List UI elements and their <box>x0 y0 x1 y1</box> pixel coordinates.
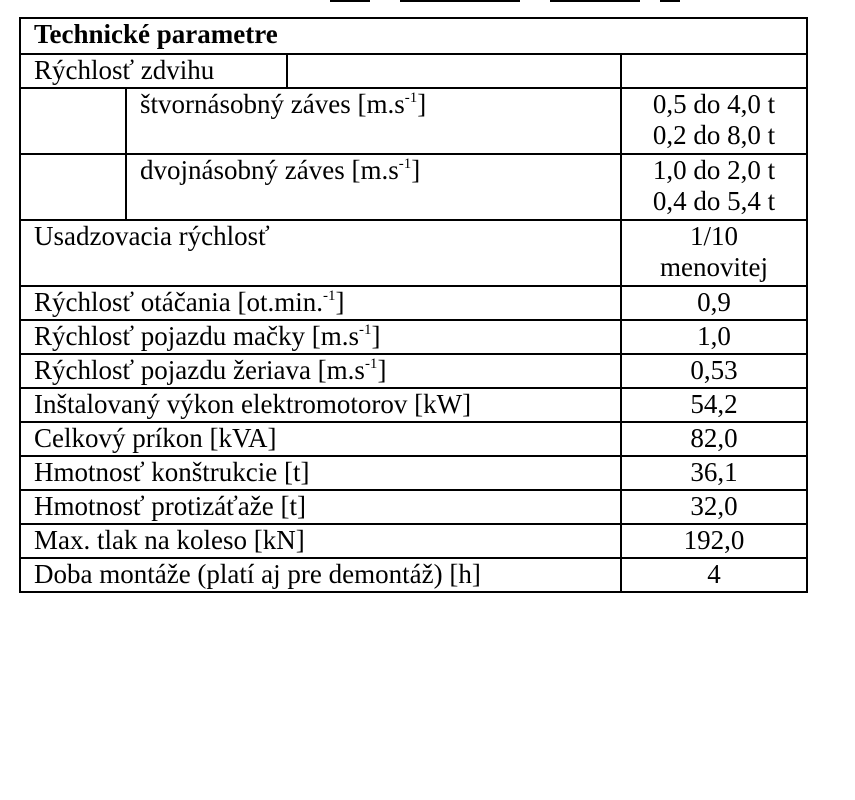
four-fall-reeving-label: štvornásobný záves $[m.s^{-1}]$ <box>126 88 621 154</box>
row-label: Hmotnosť konštrukcie [t] <box>20 456 621 490</box>
table-row-two-fall-reeving <box>20 154 807 220</box>
table-row-landing-speed <box>20 220 807 286</box>
row-label: Rýchlosť pojazdu mačky $[m.s^{-1}]$ <box>20 320 621 354</box>
row-label: Doba montáže (platí aj pre demontáž) [h] <box>20 558 621 592</box>
row-value: 54,2 <box>621 388 807 422</box>
empty-cell <box>287 54 621 88</box>
table-row <box>20 354 807 388</box>
two-fall-reeving-label: dvojnásobný záves $[m.s^{-1}]$ <box>126 154 621 220</box>
row-label: Max. tlak na koleso [kN] <box>20 524 621 558</box>
row-value: 36,1 <box>621 456 807 490</box>
row-label: Celkový príkon [kVA] <box>20 422 621 456</box>
table-title-row <box>20 18 807 54</box>
cropped-text-remnant <box>330 0 690 4</box>
two-fall-reeving-value: 1,0 do 2,0 t 0,4 do 5,4 t <box>621 154 807 220</box>
four-fall-reeving-value: 0,5 do 4,0 t 0,2 do 8,0 t <box>621 88 807 154</box>
table-row <box>20 524 807 558</box>
landing-speed-value: 1/10 menovitej <box>621 220 807 286</box>
table-row <box>20 490 807 524</box>
table-row <box>20 286 807 320</box>
row-label: Inštalovaný výkon elektromotorov [kW] <box>20 388 621 422</box>
technical-parameters-table <box>19 17 808 593</box>
row-value: 32,0 <box>621 490 807 524</box>
row-value: 4 <box>621 558 807 592</box>
table-row <box>20 320 807 354</box>
table-row-hoist-speed <box>20 54 807 88</box>
table-row <box>20 422 807 456</box>
indent-cell <box>20 154 126 220</box>
table-row <box>20 558 807 592</box>
row-label: Rýchlosť pojazdu žeriava $[m.s^{-1}]$ <box>20 354 621 388</box>
row-label: Rýchlosť otáčania [ot.min.$^{-1}$] <box>20 286 621 320</box>
row-value: 192,0 <box>621 524 807 558</box>
row-value: 82,0 <box>621 422 807 456</box>
empty-value-cell <box>621 54 807 88</box>
table-title: Technické parametre <box>20 18 807 54</box>
row-label: Hmotnosť protizáťaže [t] <box>20 490 621 524</box>
landing-speed-label: Usadzovacia rýchlosť <box>20 220 621 286</box>
indent-cell <box>20 88 126 154</box>
row-value: 1,0 <box>621 320 807 354</box>
row-value: 0,53 <box>621 354 807 388</box>
hoist-speed-label: Rýchlosť zdvihu <box>20 54 287 88</box>
table-row <box>20 456 807 490</box>
table-row-four-fall-reeving <box>20 88 807 154</box>
row-value: 0,9 <box>621 286 807 320</box>
table-row <box>20 388 807 422</box>
